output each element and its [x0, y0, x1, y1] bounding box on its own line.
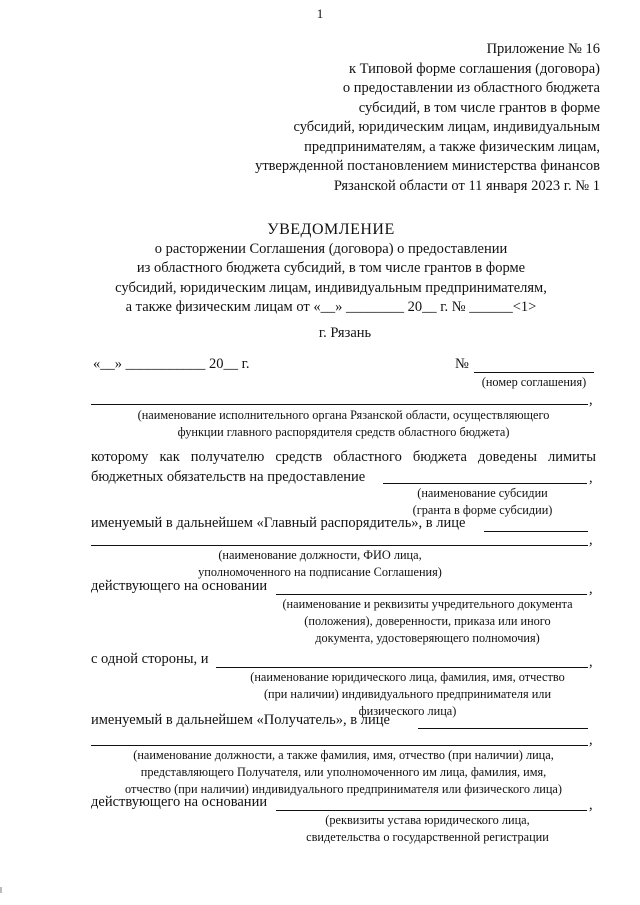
official-line: [91, 545, 588, 546]
title-line: из областного бюджета субсидий, в том числе грантов в форме: [136, 260, 526, 276]
caption-line: документа, удостоверяющего полномочия): [315, 631, 540, 645]
caption-line: (наименование и реквизиты учредительного документа: [282, 597, 573, 611]
caption-line: (гранта в форме субсидии): [412, 503, 553, 517]
document-caption: [270, 596, 585, 647]
title-line: субсидий, юридическим лицам, индивидуальным предпринимателям,: [115, 279, 547, 296]
agreement-number-caption: (номер соглашения): [481, 375, 587, 389]
main-manager-text: именуемый в дальнейшем «Главный распорядитель», в лице: [91, 515, 466, 531]
acting-basis-text: действующего на основании: [91, 578, 268, 594]
recipient-text: именуемый в дальнейшем «Получатель», в лице: [91, 712, 390, 728]
agreement-number-label: №: [455, 356, 469, 372]
comma: ,: [589, 470, 593, 486]
appendix-line: субсидий, юридическим лицам, индивидуальным: [293, 119, 600, 135]
date-field: «__» ___________ 20__ г.: [93, 356, 250, 372]
title-line: о расторжении Соглашения (договора) о предоставлении: [154, 240, 508, 257]
city: г. Рязань: [318, 325, 372, 341]
appendix-line: утвержденной постановлением министерства финансов: [255, 158, 600, 174]
title-heading: УВЕДОМЛЕНИЕ: [267, 221, 395, 238]
appendix-line: Приложение № 16: [486, 41, 600, 57]
caption-line: свидетельства о государственной регистрации: [306, 830, 549, 844]
caption-line: (при наличии) индивидуального предпринимателя или: [263, 687, 552, 701]
charter-caption: [270, 812, 585, 846]
appendix-line: к Типовой форме соглашения (договора): [348, 60, 600, 77]
charter-line: [276, 810, 587, 811]
comma: ,: [589, 581, 593, 597]
caption-line: (реквизиты устава юридического лица,: [325, 813, 530, 827]
legal-entity-line: [216, 667, 588, 668]
official-caption: [170, 547, 470, 581]
caption-line: (наименование должности, ФИО лица,: [218, 548, 422, 562]
comma: ,: [589, 654, 593, 670]
limits-paragraph: которому как получателю средств областного бюджета доведены лимиты бюджетных обязательств на предоставление: [91, 449, 596, 485]
appendix-line: Рязанской области от 11 января 2023 г. № 1: [333, 177, 600, 194]
appendix-line: субсидий, в том числе грантов в форме: [358, 99, 600, 116]
representative-line: [91, 745, 588, 746]
scan-mark: [0, 887, 2, 893]
appendix-header: [255, 40, 600, 196]
comma: ,: [589, 797, 593, 813]
caption-line: (наименование должности, а также фамилия, имя, отчество (при наличии) лица,: [133, 748, 554, 762]
organ-line: [91, 404, 588, 405]
caption-line: физического лица): [358, 704, 457, 718]
title-line: а также физическим лицам от «__» ________ 20__ г. № ______<1>: [125, 299, 537, 315]
comma: ,: [589, 532, 593, 548]
acting-basis-text: действующего на основании: [91, 794, 268, 810]
caption-line: функции главного распорядителя средств областного бюджета): [177, 425, 510, 439]
appendix-line: о предоставлении из областного бюджета: [342, 80, 600, 96]
caption-line: (наименование юридического лица, фамилия, имя, отчество: [250, 670, 565, 684]
subsidy-line: [383, 483, 587, 484]
basis-line: [276, 594, 587, 595]
main-manager-line: [484, 531, 588, 532]
document-title: [96, 220, 566, 318]
caption-line: (положения), доверенности, приказа или иного: [304, 614, 551, 628]
caption-line: уполномоченного на подписание Соглашения): [198, 565, 442, 579]
organ-caption: [91, 407, 596, 441]
subsidy-caption: [395, 485, 570, 519]
agreement-number-line: [474, 372, 594, 373]
caption-line: отчество (при наличии) индивидуального предпринимателя или физического лица): [125, 782, 562, 796]
comma: ,: [589, 392, 593, 408]
recipient-line: [418, 728, 588, 729]
caption-line: (наименование субсидии: [417, 486, 548, 500]
appendix-line: предпринимателям, а также физическим лицам,: [304, 138, 600, 155]
comma: ,: [589, 732, 593, 748]
representative-caption: [91, 747, 596, 798]
caption-line: представляющего Получателя, или уполномоченного им лица, фамилия, имя,: [140, 765, 547, 779]
one-side-text: с одной стороны, и: [91, 651, 209, 667]
page-number: 1: [316, 6, 324, 21]
caption-line: (наименование исполнительного органа Рязанской области, осуществляющего: [137, 408, 550, 422]
